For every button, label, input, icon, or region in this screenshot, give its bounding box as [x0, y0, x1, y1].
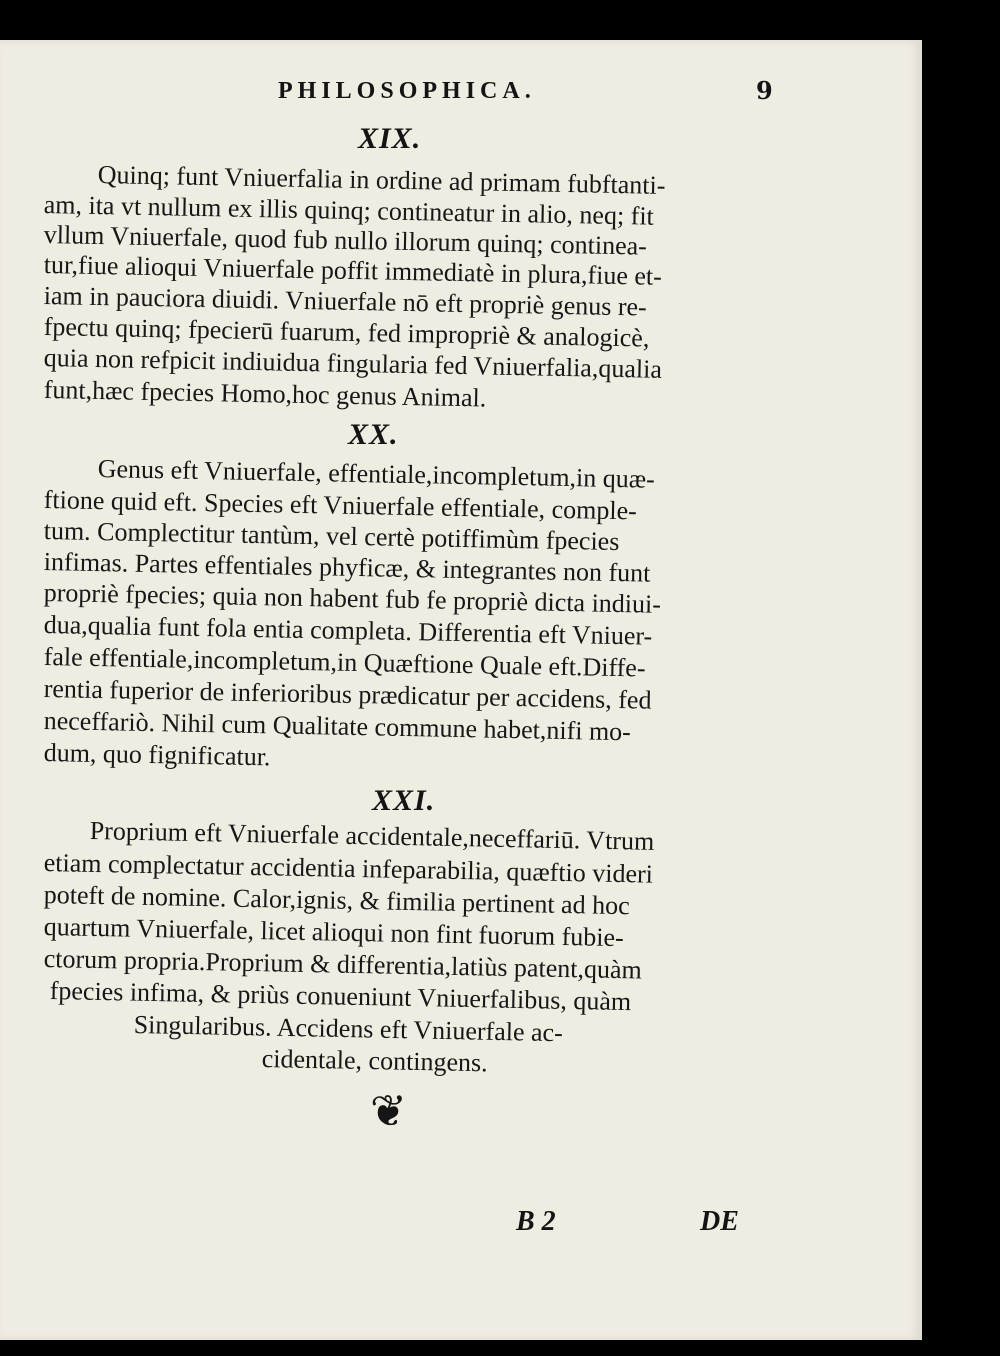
text-line: tum. Complectitur tantùm, vel certè potiffimùm fpecies: [43, 516, 620, 557]
text-line: dua,qualia funt fola entia completa. Differentia eft Vniuer-: [43, 610, 653, 651]
text-line: neceffariò. Nihil cum Qualitate commune habet,nifi mo-: [43, 706, 632, 747]
text-line: infimas. Partes effentiales phyficæ, & integrantes non funt: [43, 547, 651, 588]
text-line: vllum Vniuerfale, quod fub nullo illorum quinq; continea-: [43, 220, 648, 261]
text-line: ctorum propria.Proprium & differentia,latiùs patent,quàm: [43, 944, 643, 985]
text-line: Genus eft Vniuerfale, effentiale,incompletum,in quæ-: [97, 454, 656, 494]
text-line: funt,hæc fpecies Homo,hoc genus Animal.: [43, 375, 487, 413]
fleuron-ornament: ❦: [370, 1086, 407, 1137]
running-title: PHILOSOPHICA.: [278, 78, 536, 104]
text-line: Proprium eft Vniuerfale accidentale,neceffariū. Vtrum: [89, 816, 655, 856]
book-page: [0, 40, 922, 1340]
text-line: rentia fuperior de inferioribus prædicatur per accidens, fed: [43, 674, 652, 715]
text-line: Quinq; funt Vniuerfalia in ordine ad primam fubftanti-: [97, 160, 666, 200]
signature-mark: B 2: [516, 1206, 556, 1237]
page-number: 9: [756, 76, 773, 105]
section-heading-xix: XIX.: [358, 122, 422, 155]
text-line: am, ita vt nullum ex illis quinq; contineatur in alio, neq; fit: [43, 190, 655, 231]
text-line: quartum Vniuerfale, licet alioqui non fint fuorum fubie-: [43, 912, 624, 953]
text-line: Singularibus. Accidens eft Vniuerfale ac-: [133, 1010, 564, 1048]
section-heading-xx: XX.: [348, 418, 399, 451]
text-line: quia non refpicit indiuidua fingularia fed Vniuerfalia,qualia: [43, 343, 663, 384]
text-line: iam in pauciora diuidi. Vniuerfale nō eft propriè genus re-: [43, 281, 648, 322]
text-line: cidentale, contingens.: [261, 1044, 488, 1078]
text-line: ftione quid eft. Species eft Vniuerfale effentiale, comple-: [43, 485, 638, 526]
text-line: dum, quo fignificatur.: [43, 738, 271, 772]
text-line: etiam complectatur accidentia infeparabilia, quæftio videri: [43, 848, 654, 889]
catchword: DE: [700, 1206, 739, 1237]
text-line: fale effentiale,incompletum,in Quæftione Quale eft.Diffe-: [43, 642, 646, 683]
text-line: fpecies infima, & priùs conueniunt Vniuerfalibus, quàm: [49, 976, 632, 1017]
text-line: tur,fiue alioqui Vniuerfale poffit immediatè in plura,fiue et-: [43, 250, 663, 291]
text-line: propriè fpecies; quia non habent fub fe propriè dicta indiui-: [43, 578, 662, 619]
section-heading-xxi: XXI.: [372, 784, 436, 817]
text-line: fpectu quinq; fpecierū fuarum, fed impropriè & analogicè,: [43, 312, 650, 353]
text-line: poteft de nomine. Calor,ignis, & fimilia pertinent ad hoc: [43, 880, 630, 921]
